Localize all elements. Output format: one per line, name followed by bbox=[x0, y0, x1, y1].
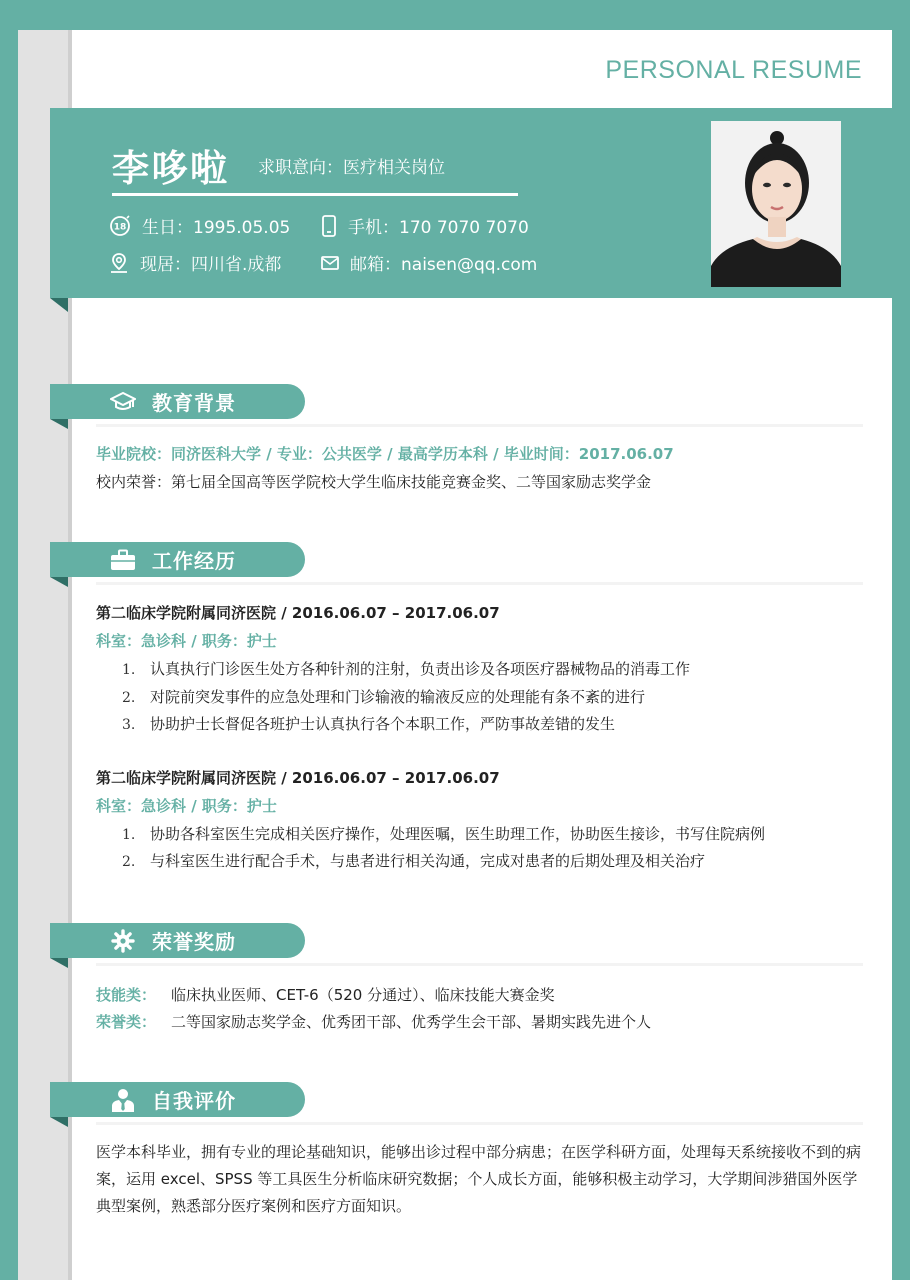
birthday-text: 生日：1995.05.05 bbox=[142, 218, 291, 238]
work-title: 工作经历 bbox=[152, 549, 236, 573]
job-2-heading: 第二临床学院附属同济医院 / 2016.06.07 – 2017.06.07 bbox=[96, 769, 500, 787]
section-tab-education bbox=[50, 384, 305, 419]
phone-text: 手机：170 7070 7070 bbox=[348, 218, 529, 238]
work-tab-fold bbox=[50, 577, 68, 587]
honors-row bbox=[96, 1011, 651, 1032]
self-eval-rule bbox=[96, 1122, 863, 1125]
skills-text: 临床执业医师、CET-6（520 分通过）、临床技能大赛金奖 bbox=[171, 986, 555, 1004]
birthday-row bbox=[108, 213, 290, 238]
honors-label: 荣誉类： bbox=[96, 1013, 157, 1031]
job-1-heading: 第二临床学院附属同济医院 / 2016.06.07 – 2017.06.07 bbox=[96, 604, 500, 622]
education-summary: 毕业院校：同济医科大学 / 专业：公共医学 / 最高学历本科 / 毕业时间：2017.06.07 bbox=[96, 445, 674, 463]
graduation-cap-icon bbox=[110, 389, 136, 415]
job-1-duty-3: 3. 协助护士长督促各班护士认真执行各个本职工作，严防事故差错的发生 bbox=[122, 715, 616, 733]
honors-rule bbox=[96, 963, 863, 966]
section-tab-self-eval bbox=[50, 1082, 305, 1117]
education-rule bbox=[96, 424, 863, 427]
phone-icon bbox=[320, 214, 338, 238]
gear-icon bbox=[110, 928, 136, 954]
job-1-duty-1: 1. 认真执行门诊医生处方各种针剂的注射，负责出诊及各项医疗器械物品的消毒工作 bbox=[122, 660, 691, 678]
self-eval-title: 自我评价 bbox=[152, 1089, 236, 1113]
residence-text: 现居：四川省.成都 bbox=[140, 255, 282, 275]
portrait-image bbox=[711, 121, 841, 287]
education-title: 教育背景 bbox=[152, 391, 236, 415]
svg-text:18: 18 bbox=[113, 222, 127, 232]
honors-text: 二等国家励志奖学金、优秀团干部、优秀学生会干部、暑期实践先进个人 bbox=[171, 1013, 652, 1031]
envelope-icon bbox=[320, 252, 340, 274]
honors-title: 荣誉奖励 bbox=[152, 930, 236, 954]
education-honors: 校内荣誉：第七届全国高等医学院校大学生临床技能竞赛金奖、二等国家励志奖学金 bbox=[96, 473, 652, 491]
job-2-duty-1: 1. 协助各科室医生完成相关医疗操作，处理医嘱，医生助理工作，协助医生接诊，书写住院病例 bbox=[122, 825, 766, 843]
location-pin-icon bbox=[108, 251, 130, 275]
job-1-role: 科室：急诊科 / 职务：护士 bbox=[96, 632, 277, 650]
job-1-duty-2: 2. 对院前突发事件的应急处理和门诊输液的输液反应的处理能有条不紊的进行 bbox=[122, 688, 646, 706]
cake-18-icon bbox=[108, 214, 132, 238]
residence-row bbox=[108, 250, 281, 275]
education-tab-fold bbox=[50, 419, 68, 429]
email-text: 邮箱：naisen@qq.com bbox=[350, 255, 538, 275]
job-objective: 求职意向：医疗相关岗位 bbox=[258, 158, 445, 178]
header-band-fold bbox=[50, 298, 68, 312]
person-icon bbox=[110, 1087, 136, 1113]
phone-row bbox=[320, 213, 529, 238]
job-2-role: 科室：急诊科 / 职务：护士 bbox=[96, 797, 277, 815]
profile-photo bbox=[711, 121, 841, 287]
skills-label: 技能类： bbox=[96, 986, 157, 1004]
section-tab-work bbox=[50, 542, 305, 577]
job-2-duty-2: 2. 与科室医生进行配合手术，与患者进行相关沟通，完成对患者的后期处理及相关治疗 bbox=[122, 852, 706, 870]
self-eval-tab-fold bbox=[50, 1117, 68, 1127]
briefcase-icon bbox=[110, 547, 136, 573]
honors-tab-fold bbox=[50, 958, 68, 968]
skills-row bbox=[96, 984, 555, 1005]
email-row bbox=[320, 250, 537, 275]
work-rule bbox=[96, 582, 863, 585]
name-underline bbox=[112, 193, 518, 196]
section-tab-honors bbox=[50, 923, 305, 958]
candidate-name: 李哆啦 bbox=[112, 147, 229, 190]
self-eval-text: 医学本科毕业，拥有专业的理论基础知识，能够出诊过程中部分病患；在医学科研方面，处理每天系统接收不到的病案，运用 excel、SPSS 等工具医生分析临床研究数据；个人成长方面，能够积极主动学习，大学期间涉猎国外医学典型案例，熟悉部分医疗案例和医疗方面知识。 bbox=[96, 1143, 862, 1215]
personal-resume-title: PERSONAL RESUME bbox=[605, 56, 862, 84]
